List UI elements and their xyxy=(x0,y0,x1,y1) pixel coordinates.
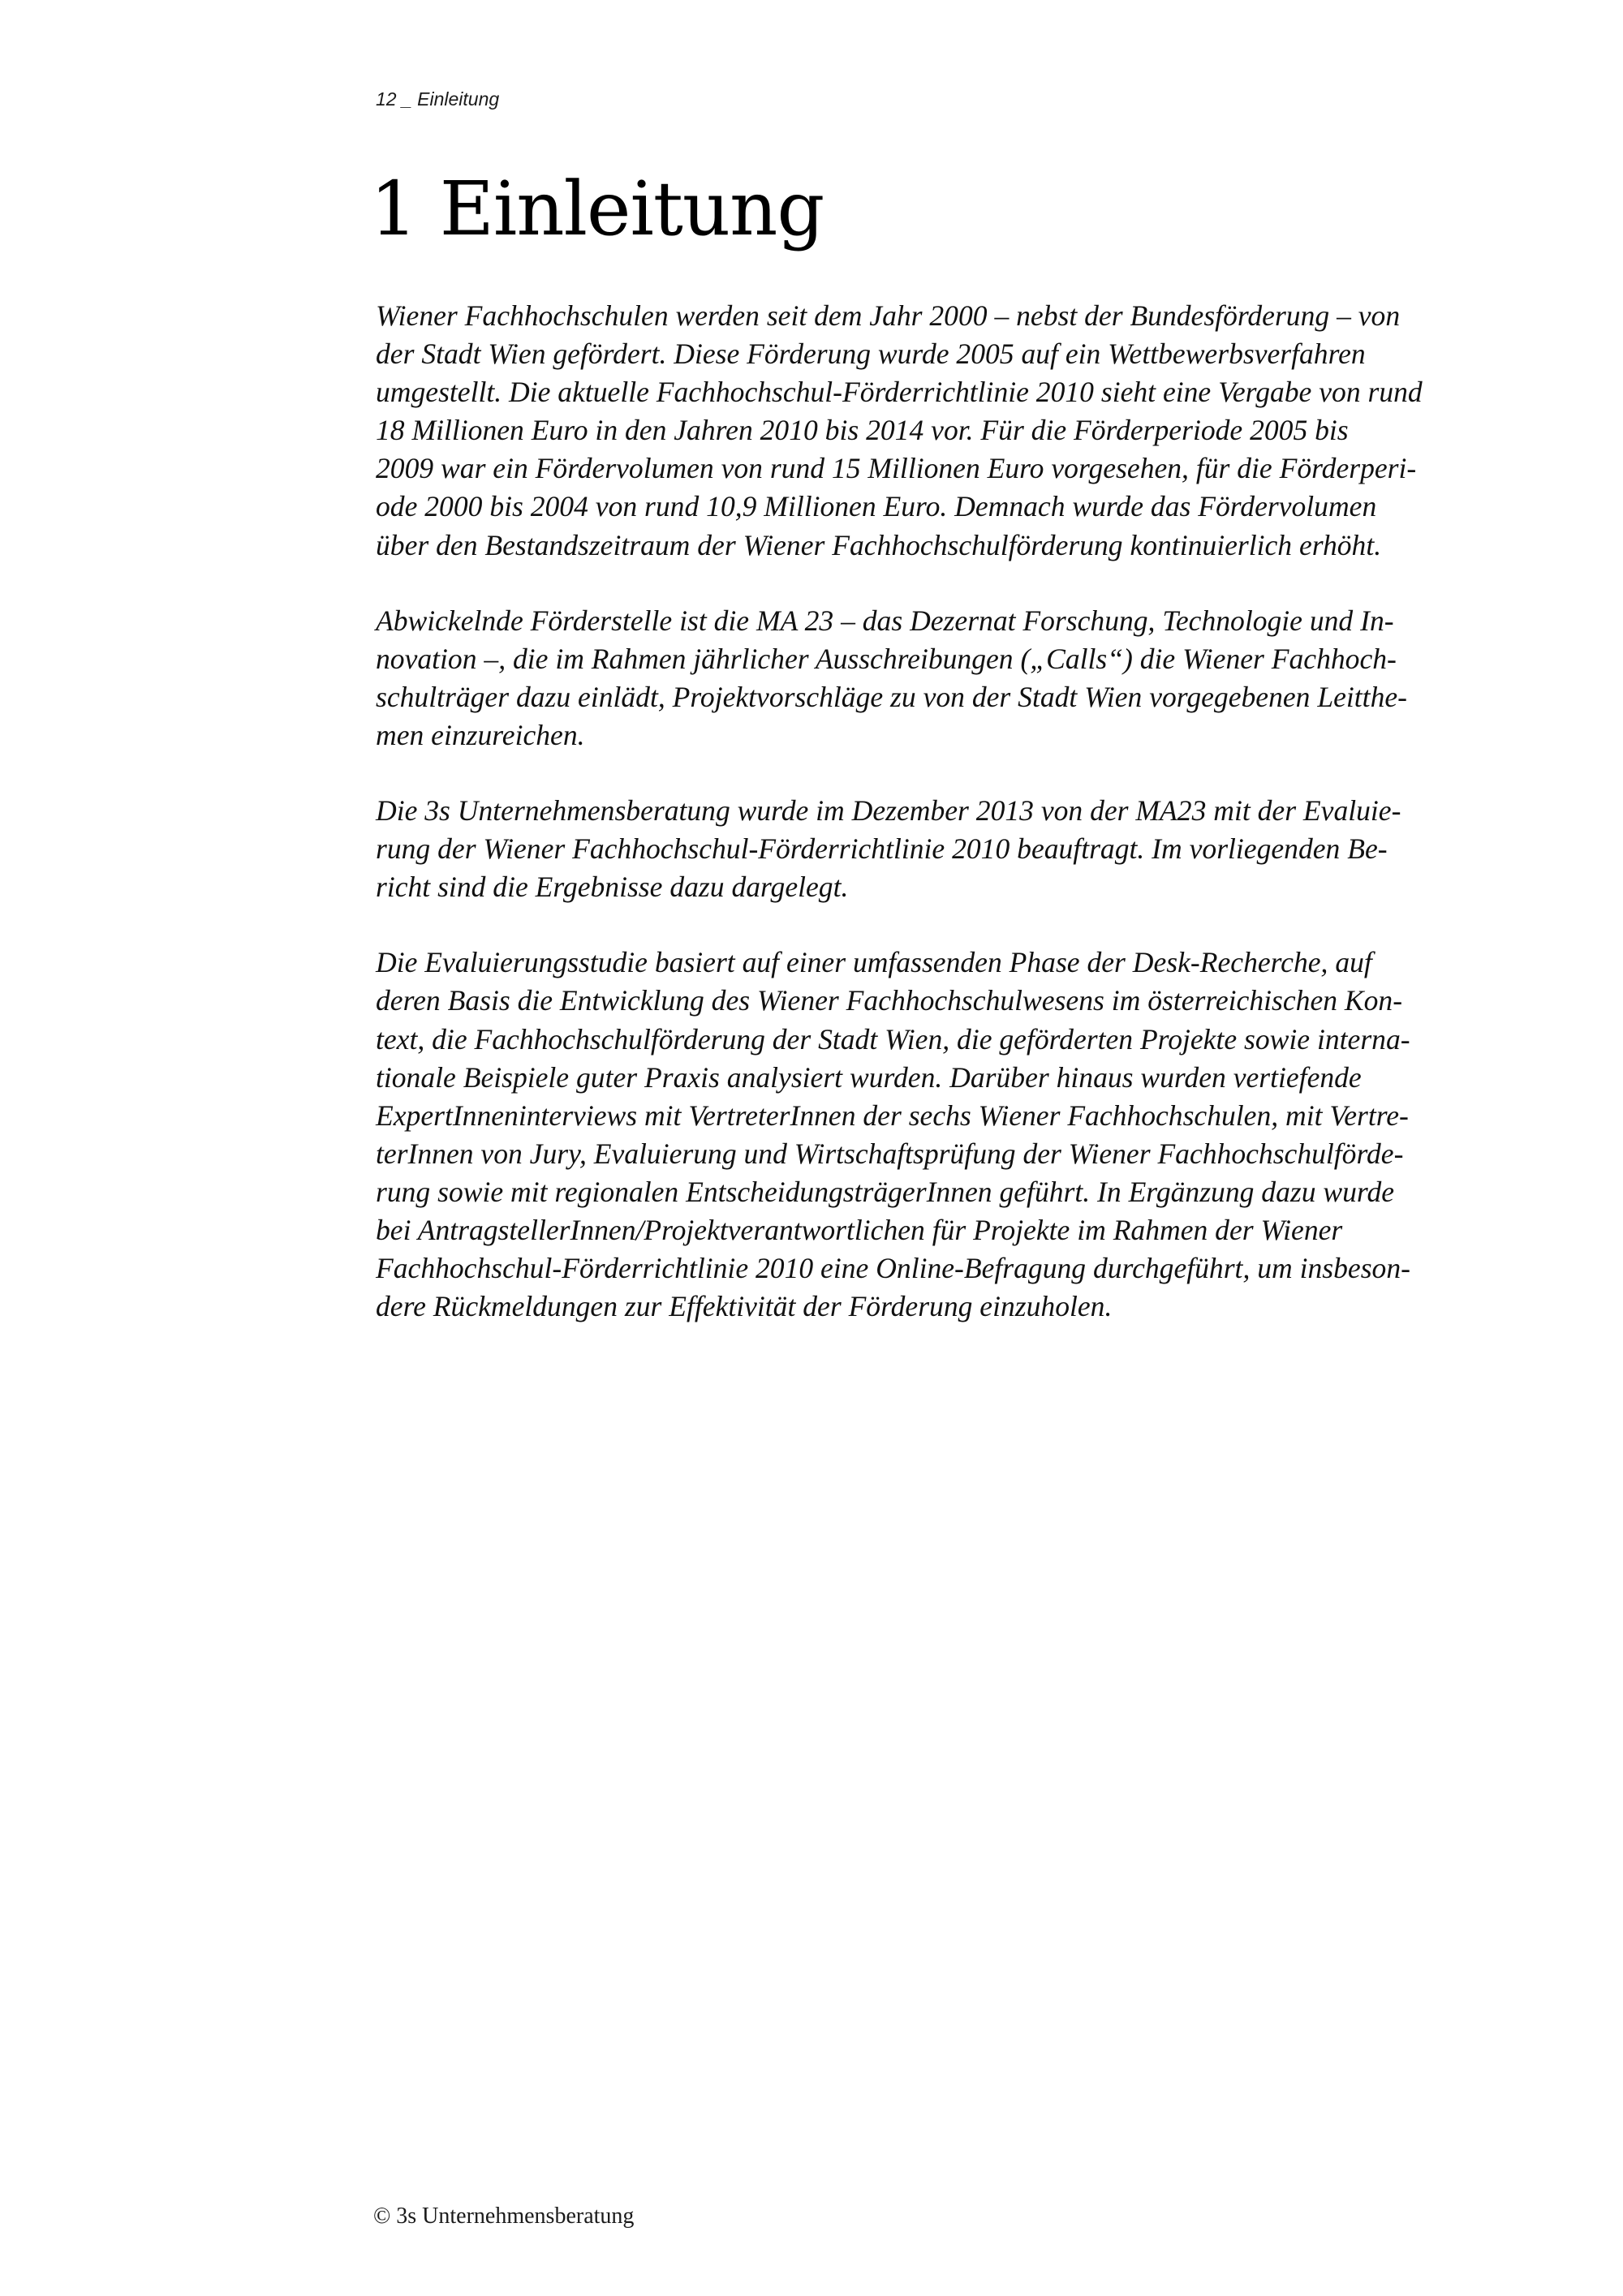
text-line: novation –, die im Rahmen jährlicher Ausschreibungen („Calls“) die Wiener Fachhoch- xyxy=(376,642,1397,675)
text-line: Abwickelnde Förderstelle ist die MA 23 – das Dezernat Forschung, Technologie und In- xyxy=(376,604,1394,637)
paragraph-funding-agency xyxy=(376,602,1431,755)
chapter-title: 1 Einleitung xyxy=(370,166,824,252)
text-line: ExpertInneninterviews mit VertreterInnen der sechs Wiener Fachhochschulen, mit Vertre- xyxy=(376,1099,1409,1132)
text-line: tionale Beispiele guter Praxis analysiert wurden. Darüber hinaus wurden vertiefende xyxy=(376,1060,1362,1094)
text-line: deren Basis die Entwicklung des Wiener Fachhochschulwesens im österreichischen Kon- xyxy=(376,984,1403,1017)
text-line: Die Evaluierungsstudie basiert auf einer umfassenden Phase der Desk-Recherche, auf xyxy=(376,946,1372,979)
text-line: terInnen von Jury, Evaluierung und Wirtschaftsprüfung der Wiener Fachhochschulförde- xyxy=(376,1137,1404,1170)
text-line: men einzureichen. xyxy=(376,718,585,751)
text-line: rung sowie mit regionalen EntscheidungsträgerInnen geführt. In Ergänzung dazu wurde xyxy=(376,1175,1395,1208)
text-line: schulträger dazu einlädt, Projektvorschläge zu von der Stadt Wien vorgegebenen Leitthe- xyxy=(376,680,1407,713)
text-line: rung der Wiener Fachhochschul-Förderrichtlinie 2010 beauftragt. Im vorliegenden Be- xyxy=(376,832,1388,866)
text-line: 2009 war ein Fördervolumen von rund 15 Millionen Euro vorgesehen, für die Förderperi- xyxy=(376,452,1417,485)
footer-copyright: © 3s Unternehmensberatung xyxy=(373,2204,635,2229)
text-line: Fachhochschul-Förderrichtlinie 2010 eine Online-Befragung durchgeführt, um insbeson- xyxy=(376,1252,1410,1285)
body-text xyxy=(376,297,1431,1363)
text-line: umgestellt. Die aktuelle Fachhochschul-Förderrichtlinie 2010 sieht eine Vergabe von rund xyxy=(376,376,1423,409)
text-line: ode 2000 bis 2004 von rund 10,9 Millionen Euro. Demnach wurde das Fördervolumen xyxy=(376,490,1377,523)
text-line: Die 3s Unternehmensberatung wurde im Dezember 2013 von der MA23 mit der Evaluie- xyxy=(376,794,1401,828)
text-line: der Stadt Wien gefördert. Diese Förderung wurde 2005 auf ein Wettbewerbsverfahren xyxy=(376,338,1366,371)
paragraph-methodology xyxy=(376,944,1431,1326)
text-line: über den Bestandszeitraum der Wiener Fachhochschulförderung kontinuierlich erhöht. xyxy=(376,528,1382,561)
running-header: 12 _ Einleitung xyxy=(376,88,500,110)
text-line: Wiener Fachhochschulen werden seit dem Jahr 2000 – nebst der Bundesförderung – von xyxy=(376,299,1401,332)
paragraph-funding-overview xyxy=(376,297,1431,565)
text-line: richt sind die Ergebnisse dazu dargelegt. xyxy=(376,871,849,904)
text-line: 18 Millionen Euro in den Jahren 2010 bis 2014 vor. Für die Förderperiode 2005 bis xyxy=(376,414,1349,447)
text-line: text, die Fachhochschulförderung der Stadt Wien, die geförderten Projekte sowie interna- xyxy=(376,1022,1410,1056)
text-line: dere Rückmeldungen zur Effektivität der Förderung einzuholen. xyxy=(376,1290,1113,1323)
text-line: bei AntragstellerInnen/Projektverantwortlichen für Projekte im Rahmen der Wiener xyxy=(376,1213,1343,1246)
paragraph-evaluation-mandate xyxy=(376,792,1431,906)
